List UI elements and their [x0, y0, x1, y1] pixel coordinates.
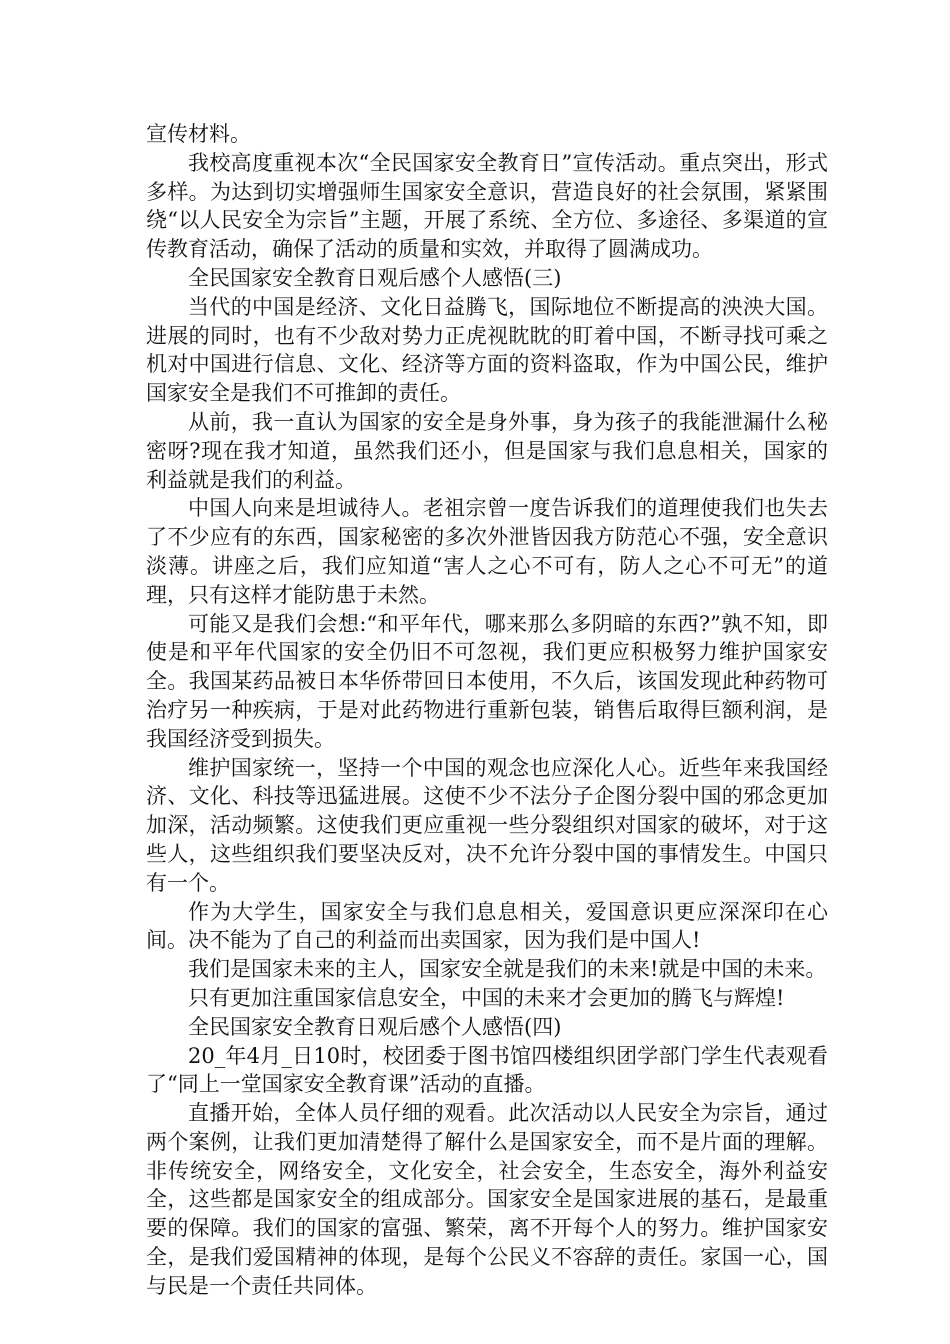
- paragraph: 当代的中国是经济、文化日益腾飞，国际地位不断提高的泱泱大国。进展的同时，也有不少敌对势力正虎视眈眈的盯着中国，不断寻找可乘之机对中国进行信息、文化、经济等方面的资料盗取，作为中国公民，维护国家安全是我们不可推卸的责任。: [146, 294, 828, 406]
- paragraph: 直播开始，全体人员仔细的观看。此次活动以人民安全为宗旨，通过两个案例，让我们更加清楚得了解什么是国家安全，而不是片面的理解。非传统安全，网络安全，文化安全，社会安全，生态安全，海外利益安全，这些都是国家安全的组成部分。国家安全是国家进展的基石，是最重要的保障。我们的国家的富强、繁荣，离不开每个人的努力。维护国家安全，是我们爱国精神的体现，是每个公民义不容辞的责任。家国一心，国与民是一个责任共同体。: [146, 1101, 828, 1298]
- section-heading: 全民国家安全教育日观后感个人感悟(四): [188, 1014, 562, 1039]
- section-heading: 全民国家安全教育日观后感个人感悟(三): [188, 265, 562, 290]
- paragraph: 只有更加注重国家信息安全，中国的未来才会更加的腾飞与辉煌!: [188, 985, 785, 1010]
- paragraph: 宣传材料。: [146, 122, 251, 146]
- paragraph: 从前，我一直认为国家的安全是身外事，身为孩子的我能泄漏什么秘密呀?现在我才知道，虽然我们还小，但是国家与我们息息相关，国家的利益就是我们的利益。: [146, 409, 828, 492]
- paragraph: 20_年4月_日10时，校团委于图书馆四楼组织团学部门学生代表观看了“同上一堂国家安全教育课”活动的直播。: [146, 1043, 828, 1097]
- paragraph: 可能又是我们会想:“和平年代，哪来那么多阴暗的东西?”孰不知，即使是和平年代国家的安全仍旧不可忽视，我们更应积极努力维护国家安全。我国某药品被日本华侨带回日本使用，不久后，该国发现此种药物可治疗另一种疾病，于是对此药物进行重新包装，销售后取得巨额利润，是我国经济受到损失。: [146, 611, 828, 751]
- paragraph: 中国人向来是坦诚待人。老祖宗曾一度告诉我们的道理使我们也失去了不少应有的东西，国家秘密的多次外泄皆因我方防范心不强，安全意识淡薄。讲座之后，我们应知道“害人之心不可有，防人之心不可无”的道理，只有这样才能防患于未然。: [146, 496, 828, 607]
- paragraph: 我们是国家未来的主人，国家安全就是我们的未来!就是中国的未来。: [188, 957, 827, 982]
- paragraph: 我校高度重视本次“全民国家安全教育日”宣传活动。重点突出，形式多样。为达到切实增强师生国家安全意识，营造良好的社会氛围，紧紧围绕“以人民安全为宗旨”主题，开展了系统、全方位、多途径、多渠道的宣传教育活动，确保了活动的质量和实效，并取得了圆满成功。: [146, 150, 828, 262]
- paragraph: 作为大学生，国家安全与我们息息相关，爱国意识更应深深印在心间。决不能为了自己的利益而出卖国家，因为我们是中国人!: [146, 899, 828, 953]
- document-page: [146, 120, 828, 1301]
- paragraph: 维护国家统一，坚持一个中国的观念也应深化人心。近些年来我国经济、文化、科技等迅猛进展。这使不少不法分子企图分裂中国的邪念更加加深，活动频繁。这使我们更应重视一些分裂组织对国家的破坏，对于这些人，这些组织我们要坚决反对，决不允许分裂中国的事情发生。中国只有一个。: [146, 755, 828, 895]
